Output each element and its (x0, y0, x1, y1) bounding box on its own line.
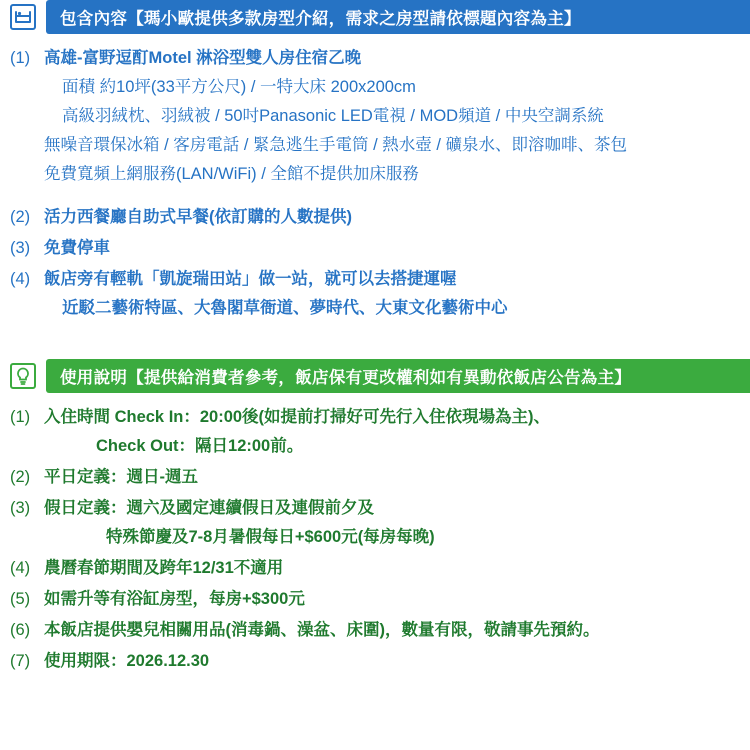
list-item-body (44, 494, 742, 552)
list-item-number: (4) (10, 559, 31, 577)
list-item-body (44, 585, 742, 614)
room-bed-icon (0, 0, 46, 34)
list-item-line: 面積 約10坪(33平方公尺) / 一特大床 200x200cm (62, 78, 416, 96)
list-item (10, 554, 742, 583)
list-item (10, 647, 742, 676)
list-item-body (44, 203, 742, 232)
list-item-body (44, 616, 742, 645)
list-item (10, 203, 742, 232)
list-item-body (44, 265, 742, 323)
list-item (10, 265, 742, 323)
list-item-line: 假日定義：週六及國定連續假日及連假前夕及 (44, 499, 374, 517)
list-item-line: 如需升等有浴缸房型，每房+$300元 (44, 590, 305, 608)
list-item-body (44, 554, 742, 583)
list-item-line: 特殊節慶及7-8月暑假每日+$600元(每房每晚) (106, 528, 435, 546)
list-item (10, 616, 742, 645)
list-item-line: 本飯店提供嬰兒相關用品(消毒鍋、澡盆、床圍)，數量有限，敬請事先預約。 (44, 621, 600, 639)
instructions-content (0, 393, 750, 676)
list-item-line: 無噪音環保冰箱 / 客房電話 / 緊急逃生手電筒 / 熱水壺 / 礦泉水、即溶咖啡、茶包 (44, 136, 628, 154)
list-item-body (44, 463, 742, 492)
section-header-included (0, 0, 750, 34)
included-content (0, 34, 750, 323)
list-item-line: 高級羽絨枕、羽絨被 / 50吋Panasonic LED電視 / MOD頻道 / 中央空調系統 (62, 107, 604, 125)
list-item (10, 585, 742, 614)
list-item-number: (5) (10, 590, 31, 608)
list-item (10, 44, 742, 189)
list-item-body (44, 234, 742, 263)
list-item-line: Check Out：隔日12:00前。 (96, 437, 304, 455)
section-spacer (0, 325, 750, 359)
list-item-body (44, 44, 742, 189)
list-item-line: 使用期限：2026.12.30 (44, 652, 210, 670)
list-item-number: (4) (10, 270, 31, 288)
lightbulb-icon (0, 359, 46, 393)
list-item-number: (3) (10, 239, 31, 257)
list-item-body (44, 647, 742, 676)
list-item-line: 活力西餐廳自助式早餐(依訂購的人數提供) (44, 208, 352, 226)
list-item-line: 免費停車 (44, 239, 110, 257)
list-item (10, 234, 742, 263)
list-item-line: 飯店旁有輕軌「凱旋瑞田站」做一站，就可以去搭捷運喔 (44, 270, 457, 288)
list-item-line: 農曆春節期間及跨年12/31不適用 (44, 559, 284, 577)
list-item-number: (6) (10, 621, 31, 639)
list-item-number: (3) (10, 499, 31, 517)
list-item-number: (2) (10, 208, 31, 226)
list-item-number: (1) (10, 408, 31, 426)
list-item-number: (2) (10, 468, 31, 486)
list-item-line: 高雄-富野逗酊Motel 淋浴型雙人房住宿乙晚 (44, 49, 362, 67)
list-item-number: (7) (10, 652, 31, 670)
list-item (10, 403, 742, 461)
list-item (10, 494, 742, 552)
section-title-included: 包含內容【瑪小歐提供多款房型介紹，需求之房型請依標題內容為主】 (46, 0, 750, 34)
list-item-line: 免費寬頻上網服務(LAN/WiFi) / 全館不提供加床服務 (44, 165, 419, 183)
section-title-instructions: 使用說明【提供給消費者參考，飯店保有更改權利如有異動依飯店公告為主】 (46, 359, 750, 393)
list-item-line: 入住時間 Check In：20:00後(如提前打掃好可先行入住依現場為主)、 (44, 408, 551, 426)
spacer (10, 191, 742, 203)
list-item-body (44, 403, 742, 461)
list-item-line: 近駁二藝術特區、大魯閣草衙道、夢時代、大東文化藝術中心 (62, 299, 508, 317)
list-item-line: 平日定義：週日-週五 (44, 468, 198, 486)
section-header-instructions (0, 359, 750, 393)
list-item (10, 463, 742, 492)
list-item-number: (1) (10, 49, 31, 67)
